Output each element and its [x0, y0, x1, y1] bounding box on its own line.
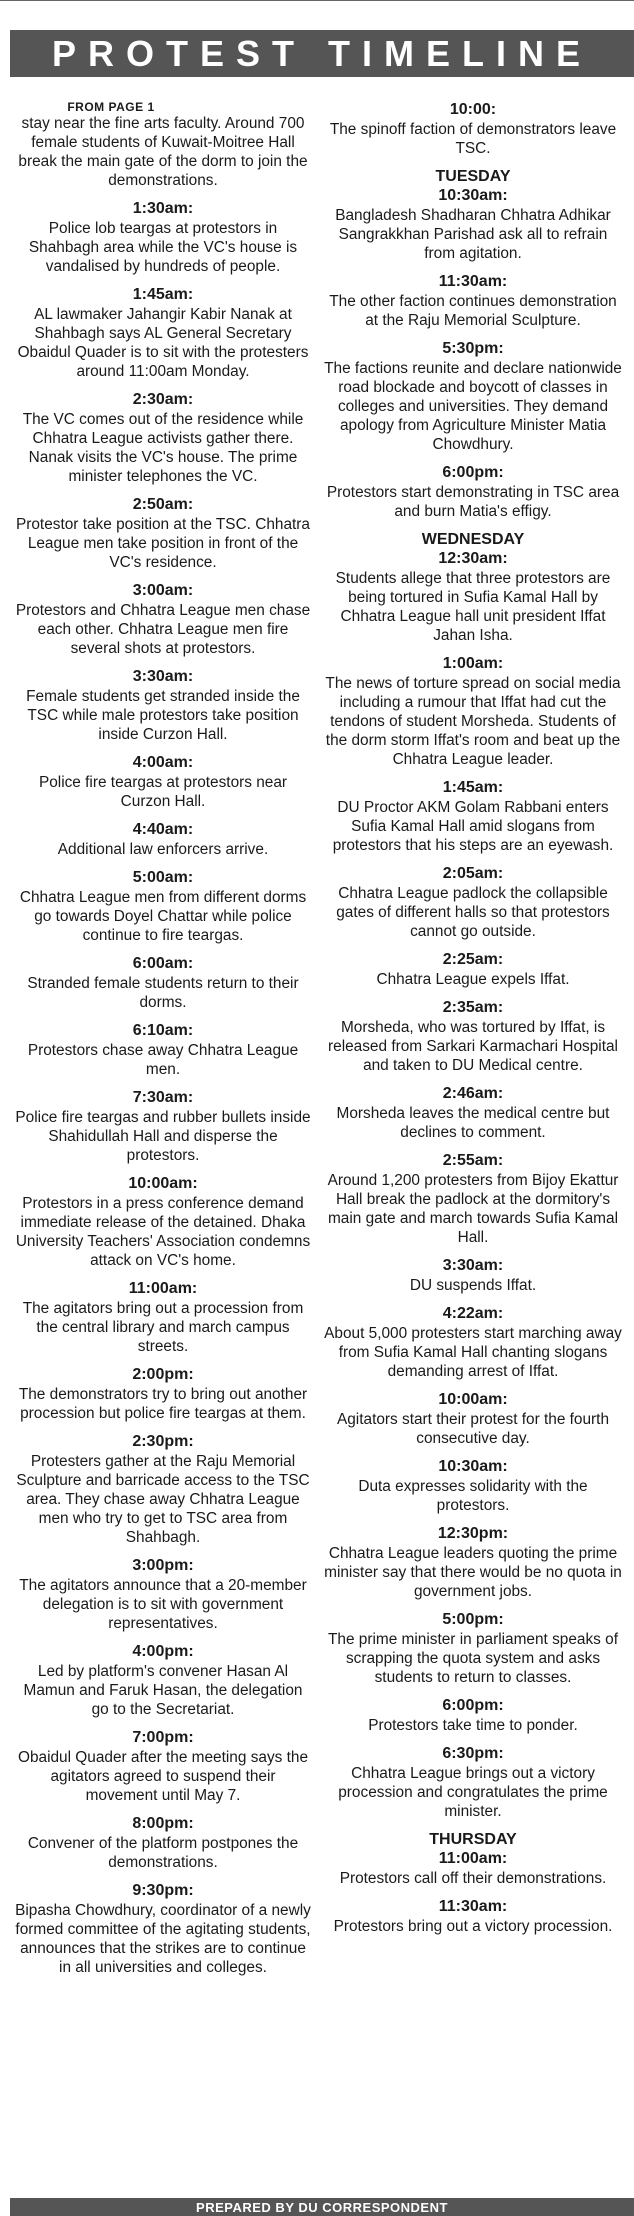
- entry-time: 1:45am:: [442, 779, 504, 796]
- entry-text: Stranded female students return to their dorms.: [27, 975, 299, 1011]
- entry-text: Additional law enforcers arrive.: [57, 841, 269, 858]
- entry-time: 2:46am:: [442, 1085, 504, 1102]
- entry-text: Around 1,200 protesters from Bijoy Ekattur Hall break the padlock at the dormitory's main gate and march towards Sufia Kamal Hall.: [327, 1172, 619, 1246]
- entry-time: 12:30pm:: [437, 1525, 509, 1542]
- entry-text: Convener of the platform postpones the demonstrations.: [27, 1835, 299, 1871]
- entry-text: Protestors bring out a victory procession.: [333, 1918, 613, 1935]
- timeline-entry: [324, 1830, 622, 1888]
- entry-text: Protesters gather at the Raju Memorial Sculpture and barricade access to the TSC area. They chase away Chhatra League men who try to get to TSC area from Shahbagh.: [16, 1453, 310, 1546]
- entry-time: 12:30am:: [438, 550, 508, 567]
- timeline-entry: [14, 868, 312, 945]
- entry-time: 11:30am:: [438, 273, 508, 290]
- left-entries: [14, 199, 312, 1977]
- entry-text: The demonstrators try to bring out another procession but police fire teargas at them.: [18, 1386, 308, 1422]
- timeline-entry: [324, 1696, 622, 1735]
- entry-time: 2:35am:: [442, 999, 504, 1016]
- from-page-label: FROM PAGE 1: [67, 100, 155, 114]
- right-entries: [324, 100, 622, 1936]
- entry-text: Protestors and Chhatra League men chase each other. Chhatra League men fire several shots at protestors.: [15, 602, 311, 657]
- entry-time: 4:00pm:: [132, 1643, 194, 1660]
- entry-time: 6:00pm:: [442, 1697, 504, 1714]
- entry-time: 2:50am:: [132, 496, 194, 513]
- timeline-entry: [324, 950, 622, 989]
- entry-time: 6:30pm:: [442, 1745, 504, 1762]
- entry-text: Chhatra League padlock the collapsible gates of different halls so that protestors cannot go outside.: [336, 885, 610, 940]
- entry-time: 5:00pm:: [442, 1611, 504, 1628]
- entry-text: The agitators announce that a 20-member delegation is to sit with government representatives.: [19, 1577, 307, 1632]
- entry-time: 7:30am:: [132, 1089, 194, 1106]
- timeline-entry: [324, 778, 622, 855]
- entry-time: 2:05am:: [442, 865, 504, 882]
- entry-text: The other faction continues demonstration at the Raju Memorial Sculpture.: [329, 293, 617, 329]
- entry-text: The agitators bring out a procession from the central library and march campus streets.: [22, 1300, 304, 1355]
- timeline-entry: [324, 272, 622, 330]
- timeline-entry: [324, 167, 622, 263]
- entry-text: Obaidul Quader after the meeting says the agitators agreed to suspend their movement until May 7.: [17, 1749, 309, 1804]
- timeline-entry: [324, 100, 622, 158]
- entry-text: Protestor take position at the TSC. Chhatra League men take position in front of the VC's residence.: [15, 516, 310, 571]
- entry-time: 7:00pm:: [132, 1729, 194, 1746]
- entry-time: 5:00am:: [132, 869, 194, 886]
- timeline-entry: [14, 1021, 312, 1079]
- entry-time: 2:30pm:: [132, 1433, 194, 1450]
- entry-time: 3:00pm:: [132, 1557, 194, 1574]
- timeline-entry: [14, 1728, 312, 1805]
- entry-time: 10:00am:: [438, 1391, 508, 1408]
- entry-text: Female students get stranded inside the TSC while male protestors take position inside Curzon Hall.: [26, 688, 300, 743]
- timeline-entry: [14, 1814, 312, 1872]
- entry-time: 3:00am:: [132, 582, 194, 599]
- entry-text: AL lawmaker Jahangir Kabir Nanak at Shahbagh says AL General Secretary Obaidul Quader is to sit with the protesters around 11:00am Monday.: [17, 306, 309, 380]
- timeline-entry: [14, 1881, 312, 1977]
- timeline-entry: [324, 1390, 622, 1448]
- day-heading: THURSDAY: [429, 1831, 517, 1848]
- timeline-entry: [324, 1304, 622, 1381]
- entry-time: 1:30am:: [132, 200, 194, 217]
- left-column: [14, 100, 312, 1986]
- entry-text: The factions reunite and declare nationwide road blockade and boycott of classes in colleges and universities. They demand apology from Agriculture Minister Matia Chowdhury.: [324, 360, 622, 453]
- timeline-entry: [14, 199, 312, 276]
- timeline-entry: [14, 954, 312, 1012]
- entry-text: Protestors take time to ponder.: [368, 1717, 578, 1734]
- entry-text: Protestors chase away Chhatra League men.: [27, 1042, 299, 1078]
- page-title: PROTEST TIMELINE: [10, 30, 634, 77]
- entry-text: Police lob teargas at protestors in Shahbagh area while the VC's house is vandalised by hundreds of people.: [28, 220, 298, 275]
- intro-paragraph: stay near the fine arts faculty. Around 700 female students of Kuwait-Moitree Hall break the main gate of the dorm to join the demonstrations.: [18, 115, 308, 189]
- timeline-entry: [324, 1151, 622, 1247]
- entry-text: Chhatra League men from different dorms go towards Doyel Chattar while police continue to fire teargas.: [19, 889, 307, 944]
- timeline-entry: [324, 1610, 622, 1687]
- entry-text: The prime minister in parliament speaks of scrapping the quota system and asks students to return to classes.: [328, 1631, 618, 1686]
- entry-text: Morsheda leaves the medical centre but declines to comment.: [336, 1105, 610, 1141]
- entry-text: Morsheda, who was tortured by Iffat, is released from Sarkari Karmachari Hospital and taken to DU Medical centre.: [328, 1019, 618, 1074]
- entry-time: 2:00pm:: [132, 1366, 194, 1383]
- timeline-entry: [14, 1642, 312, 1719]
- entry-time: 2:55am:: [442, 1152, 504, 1169]
- entry-time: 4:22am:: [442, 1305, 504, 1322]
- entry-text: Protestors in a press conference demand immediate release of the detained. Dhaka University Teachers' Association condemns attack on VC's home.: [15, 1195, 311, 1269]
- timeline-entry: [14, 1088, 312, 1165]
- entry-text: DU suspends Iffat.: [409, 1277, 537, 1294]
- entry-text: Bipasha Chowdhury, coordinator of a newly formed committee of the agitating students, announces that the strikes are to continue in all universities and colleges.: [15, 1902, 311, 1976]
- entry-text: Chhatra League expels Iffat.: [376, 971, 570, 988]
- timeline-entry: [324, 530, 622, 645]
- day-heading: TUESDAY: [435, 168, 511, 185]
- entry-time: 1:45am:: [132, 286, 194, 303]
- entry-time: 6:10am:: [132, 1022, 194, 1039]
- entry-time: 10:30am:: [438, 1458, 508, 1475]
- timeline-entry: [324, 1457, 622, 1515]
- timeline-entry: [324, 1256, 622, 1295]
- timeline-entry: [324, 339, 622, 454]
- top-rule: [0, 0, 634, 1]
- day-heading: WEDNESDAY: [421, 531, 525, 548]
- entry-text: Bangladesh Shadharan Chhatra Adhikar Sangrakkhan Parishad ask all to refrain from agitation.: [335, 207, 611, 262]
- entry-text: Protestors call off their demonstrations.: [339, 1870, 607, 1887]
- entry-time: 5:30pm:: [442, 340, 504, 357]
- entry-time: 10:00:: [449, 101, 497, 118]
- right-column: [324, 100, 622, 1945]
- entry-text: Led by platform's convener Hasan Al Mamun and Faruk Hasan, the delegation go to the Secretariat.: [23, 1663, 303, 1718]
- entry-text: The VC comes out of the residence while Chhatra League activists gather there. Nanak visits the VC's house. The prime minister telephones the VC.: [22, 411, 304, 485]
- timeline-entry: [14, 753, 312, 811]
- entry-time: 10:30am:: [438, 187, 508, 204]
- entry-text: Agitators start their protest for the fourth consecutive day.: [336, 1411, 610, 1447]
- timeline-entry: [324, 864, 622, 941]
- timeline-entry: [324, 998, 622, 1075]
- timeline-entry: [14, 667, 312, 744]
- entry-time: 2:30am:: [132, 391, 194, 408]
- entry-time: 1:00am:: [442, 655, 504, 672]
- timeline-entry: [324, 1524, 622, 1601]
- entry-time: 8:00pm:: [132, 1815, 194, 1832]
- timeline-entry: [324, 1744, 622, 1821]
- entry-time: 11:30am:: [438, 1898, 508, 1915]
- timeline-entry: [14, 1556, 312, 1633]
- timeline-entry: [14, 1365, 312, 1423]
- entry-time: 4:00am:: [132, 754, 194, 771]
- entry-text: About 5,000 protesters start marching away from Sufia Kamal Hall chanting slogans demanding arrest of Iffat.: [324, 1325, 622, 1380]
- entry-text: Protestors start demonstrating in TSC area and burn Matia's effigy.: [326, 484, 620, 520]
- entry-time: 3:30am:: [442, 1257, 504, 1274]
- entry-text: Students allege that three protestors are being tortured in Sufia Kamal Hall by Chhatra League hall unit president Iffat Jahan Isha.: [335, 570, 611, 644]
- entry-text: Chhatra League leaders quoting the prime minister say that there would be no quota in government jobs.: [324, 1545, 622, 1600]
- entry-time: 2:25am:: [442, 951, 504, 968]
- entry-time: 6:00pm:: [442, 464, 504, 481]
- entry-time: 9:30pm:: [132, 1882, 194, 1899]
- timeline-entry: [14, 1432, 312, 1547]
- timeline-entry: [14, 820, 312, 859]
- timeline-entry: [324, 1084, 622, 1142]
- entry-text: Police fire teargas at protestors near Curzon Hall.: [38, 774, 288, 810]
- timeline-entry: [324, 654, 622, 769]
- entry-time: 10:00am:: [128, 1175, 198, 1192]
- entry-time: 4:40am:: [132, 821, 194, 838]
- entry-text: Chhatra League brings out a victory procession and congratulates the prime minister.: [338, 1765, 608, 1820]
- entry-text: The news of torture spread on social media including a rumour that Iffat had cut the tendons of student Morsheda. Students of the dorm storm Iffat's room and beat up the Chhatra League leader.: [325, 675, 621, 768]
- footer-credit: PREPARED BY DU CORRESPONDENT: [10, 2198, 634, 2216]
- entry-time: 11:00am:: [128, 1280, 198, 1297]
- entry-text: DU Proctor AKM Golam Rabbani enters Sufia Kamal Hall amid slogans from protestors that his steps are an eyewash.: [332, 799, 614, 854]
- timeline-entry: [324, 463, 622, 521]
- entry-time: 3:30am:: [132, 668, 194, 685]
- timeline-entry: [324, 1897, 622, 1936]
- timeline-entry: [14, 285, 312, 381]
- timeline-entry: [14, 1279, 312, 1356]
- entry-text: Police fire teargas and rubber bullets inside Shahidullah Hall and disperse the protestors.: [15, 1109, 311, 1164]
- entry-text: Duta expresses solidarity with the protestors.: [358, 1478, 588, 1514]
- entry-text: The spinoff faction of demonstrators leave TSC.: [329, 121, 617, 157]
- timeline-entry: [14, 390, 312, 486]
- timeline-entry: [14, 581, 312, 658]
- entry-time: 6:00am:: [132, 955, 194, 972]
- timeline-entry: [14, 495, 312, 572]
- timeline-entry: [14, 1174, 312, 1270]
- entry-time: 11:00am:: [438, 1850, 508, 1867]
